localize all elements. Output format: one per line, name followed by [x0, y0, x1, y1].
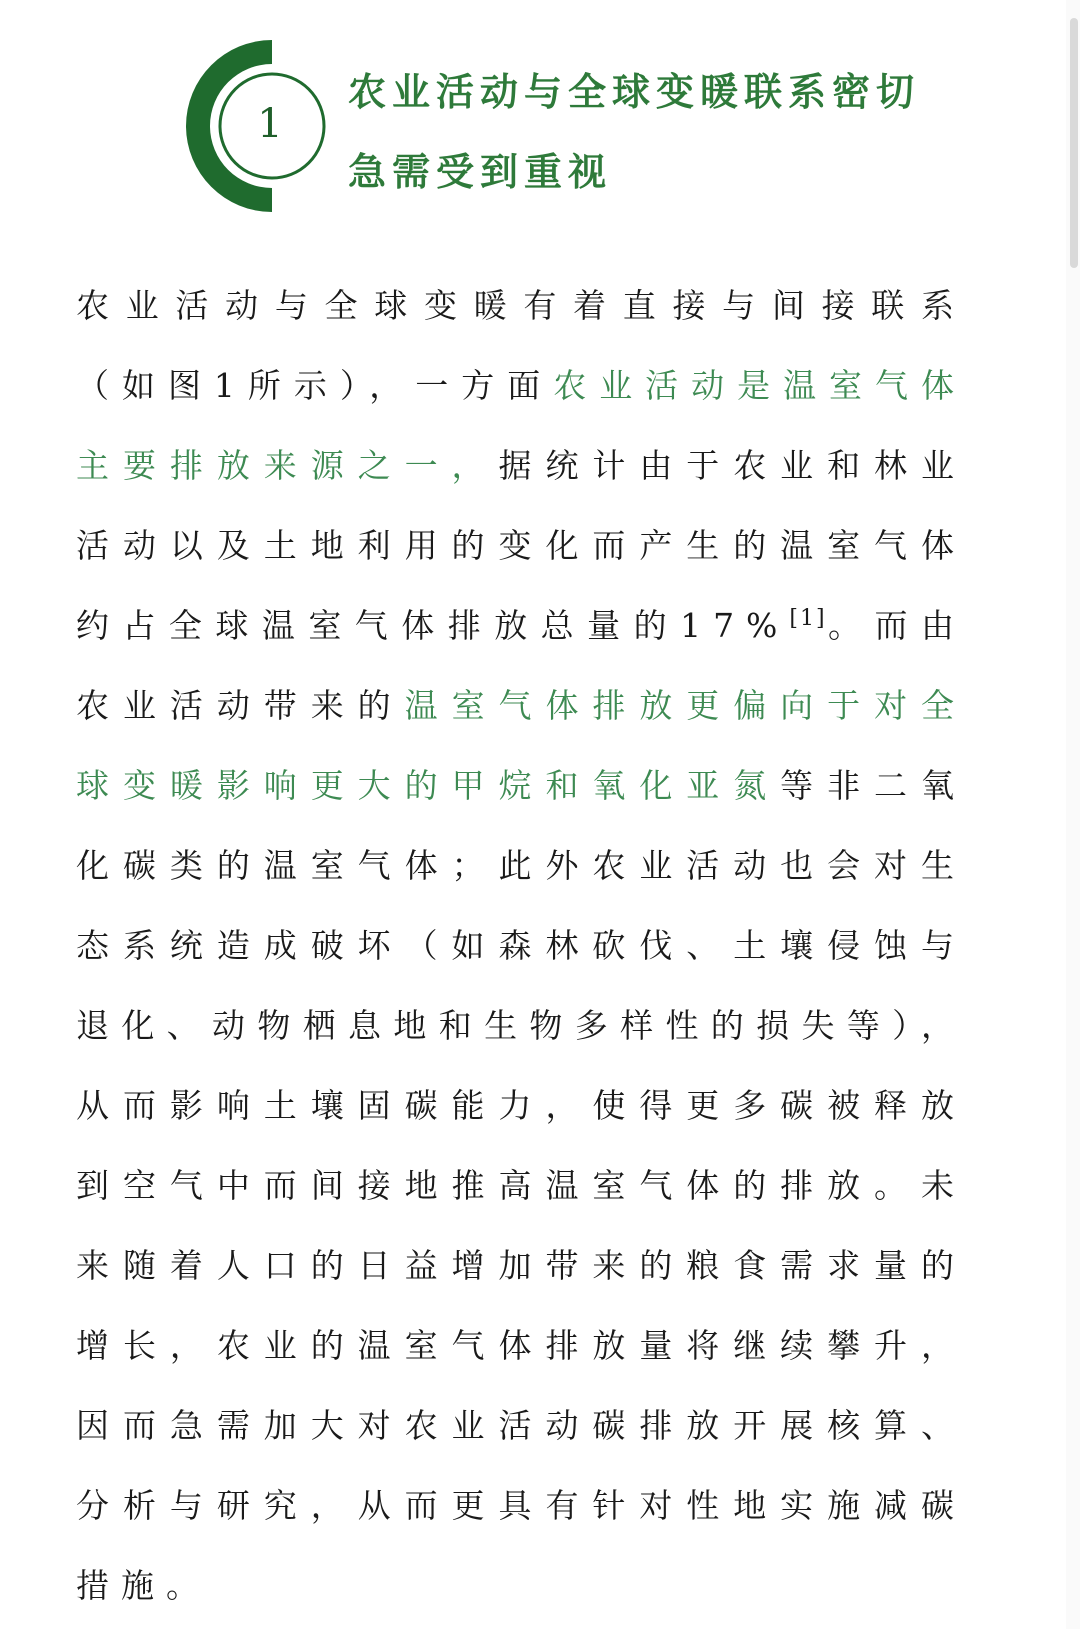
text-segment: 等非二氧化碳类的温室气体；此外农业活动也会对生态系统造成破坏（如森林砍伐、土壤侵蚀与退化、动物栖息地和生物多样性的损失等），从而影响土壤固碳能力，使得更多碳被释放到空气中而间接地推高温室气体的排放。未来随着人口的日益增加带来的粮食需求量的增长，农业的温室气体排放量将继续攀升，因而急需加大对农业活动碳排放开展核算、分析与研究，从而更具有针对性地实施减碳措施。	[76, 766, 967, 1605]
section-header	[170, 30, 970, 220]
scrollbar-track[interactable]	[1066, 0, 1080, 1629]
section-title	[348, 52, 948, 212]
section-number-badge	[180, 36, 360, 216]
text-segment: 。而由农业活动带来的	[76, 606, 966, 725]
text-segment: 农业活动与全球变暖有着直接与间接联系（如图1所示），一方面	[76, 286, 966, 405]
section-title-line-2: 急需受到重视	[348, 149, 613, 194]
section-number: 1	[257, 101, 283, 147]
highlight-text: 农业活动是温室气体主要排放来源之一，	[76, 366, 967, 485]
citation-marker[interactable]: [1]	[789, 606, 827, 631]
section-title-line-1: 农业活动与全球变暖联系密切	[348, 69, 921, 114]
body-paragraph	[76, 266, 966, 1626]
text-segment: 据统计由于农业和林业活动以及土地利用的变化而产生的温室气体约占全球温室气体排放总量的17%	[76, 446, 966, 645]
highlight-text: 温室气体排放更偏向于对全球变暖影响更大的甲烷和氧化亚氮	[76, 686, 967, 805]
scrollbar-thumb[interactable]	[1070, 18, 1078, 268]
